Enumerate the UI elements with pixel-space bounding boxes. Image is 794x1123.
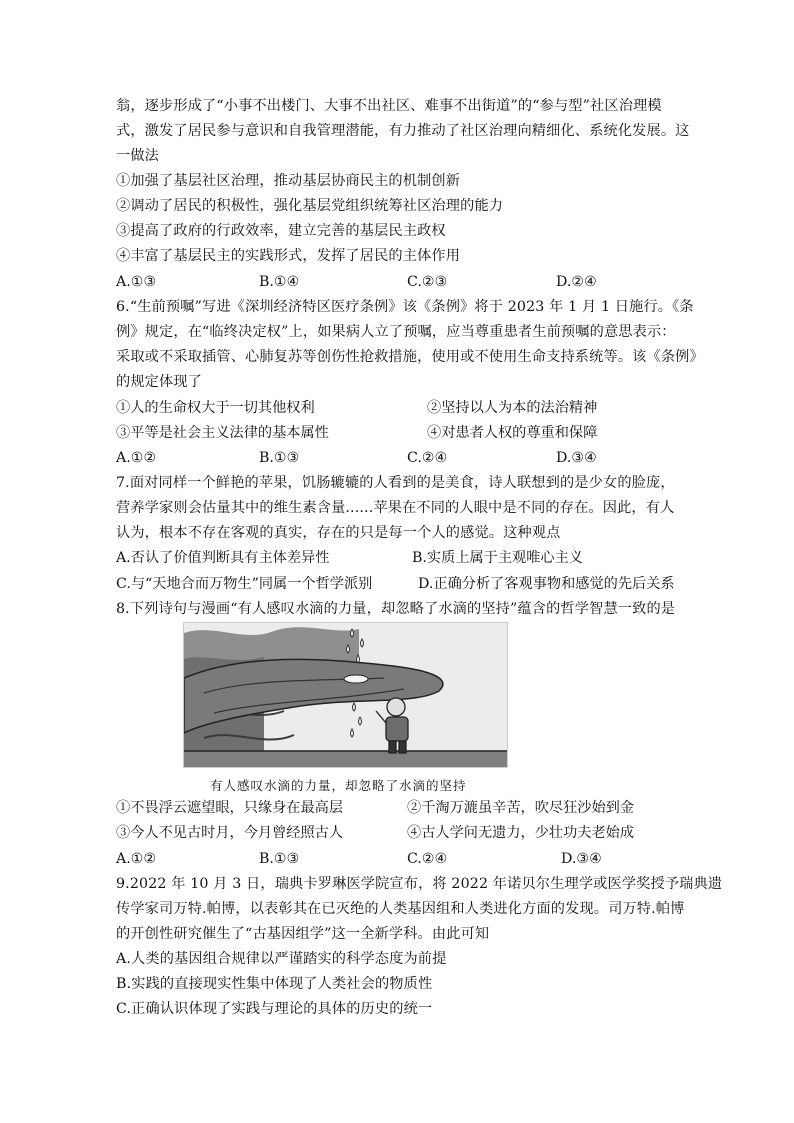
q7-stem-line-1: 7.面对同样一个鲜艳的苹果，饥肠辘辘的人看到的是美食，诗人联想到的是少女的脸庞， (116, 475, 675, 491)
water-drop-cartoon (183, 622, 508, 768)
q8-item-1: ①不畏浮云遮望眼，只缘身在最高层 (116, 800, 344, 816)
q5-stem-line-3: 一做法 (116, 148, 160, 164)
q6-item-3: ③平等是社会主义法律的基本属性 (116, 425, 329, 441)
q9-choice-b: B.实践的直接现实性集中体现了人类社会的物质性 (116, 976, 433, 992)
q7-choice-a: A.否认了价值判断具有主体差异性 (116, 550, 330, 566)
q9-choice-a: A.人类的基因组合规律以严谨踏实的科学态度为前提 (116, 951, 447, 967)
q6-choice-a: A.①② (116, 450, 157, 466)
q8-choice-d: D.③④ (561, 851, 602, 867)
q5-choice-b: B.①④ (259, 274, 300, 290)
q6-choice-b: B.①③ (259, 450, 300, 466)
q5-item-1: ①加强了基层社区治理，推动基层协商民主的机制创新 (116, 173, 461, 189)
q6-choice-d: D.③④ (556, 450, 597, 466)
q8-item-3: ③今人不见古时月，今月曾经照古人 (116, 825, 344, 841)
q5-stem-line-1: 翁，逐步形成了“小事不出楼门、大事不出社区、难事不出街道”的“参与型”社区治理模 (116, 98, 662, 114)
q8-item-2: ②千淘万漉虽辛苦，吹尽狂沙始到金 (407, 800, 635, 816)
q6-stem-line-4: 的规定体现了 (116, 374, 203, 390)
cartoon-illustration (184, 623, 507, 767)
q6-item-2: ②坚持以人为本的法治精神 (427, 400, 598, 416)
q7-choice-d: D.正确分析了客观事物和感觉的先后关系 (418, 576, 675, 592)
q7-choice-b: B.实质上属于主观唯心主义 (412, 550, 583, 566)
q9-stem-line-1: 9.2022 年 10 月 3 日，瑞典卡罗琳医学院宣布，将 2022 年诺贝尔生理学或医学奖授予瑞典遗 (116, 876, 723, 892)
q5-choice-c: C.②③ (407, 274, 448, 290)
q6-item-1: ①人的生命权大于一切其他权利 (116, 400, 315, 416)
q9-stem-line-3: 的开创性研究催生了“古基因组学”这一全新学科。由此可知 (116, 926, 490, 942)
q6-item-4: ④对患者人权的尊重和保障 (427, 425, 598, 441)
q8-choice-c: C.②④ (407, 851, 448, 867)
q8-stem: 8.下列诗句与漫画“有人感叹水滴的力量，却忽略了水滴的坚持”蕴含的哲学智慧一致的是 (116, 601, 676, 617)
q7-stem-line-2: 营养学家则会估量其中的维生素含量......苹果在不同的人眼中是不同的存在。因此，有人 (116, 500, 675, 516)
q5-choice-d: D.②④ (556, 274, 597, 290)
q5-item-4: ④丰富了基层民主的实践形式，发挥了居民的主体作用 (116, 248, 461, 264)
q7-choice-c: C.与“天地合而万物生”同属一个哲学派别 (116, 576, 373, 592)
q8-item-4: ④古人学问无遗力，少壮功夫老始成 (407, 825, 635, 841)
q6-stem-line-2: 例》规定，在“临终决定权”上，如果病人立了预嘱，应当尊重患者生前预嘱的意思表示： (116, 324, 676, 340)
q8-choice-a: A.①② (116, 851, 157, 867)
q5-item-2: ②调动了居民的积极性，强化基层党组织统筹社区治理的能力 (116, 198, 504, 214)
q5-choice-a: A.①③ (116, 274, 157, 290)
q7-stem-line-3: 认为，根本不存在客观的真实，存在的只是每一个人的感觉。这种观点 (116, 525, 561, 541)
cartoon-caption: 有人感叹水滴的力量，却忽略了水滴的坚持 (210, 778, 467, 793)
q9-choice-c: C.正确认识体现了实践与理论的具体的历史的统一 (116, 1001, 433, 1017)
q6-choice-c: C.②④ (407, 450, 448, 466)
q5-stem-line-2: 式，激发了居民参与意识和自我管理潜能，有力推动了社区治理向精细化、系统化发展。这 (116, 123, 690, 139)
q9-stem-line-2: 传学家司万特.帕博，以表彰其在已灭绝的人类基因组和人类进化方面的发现。司万特.帕博 (116, 901, 685, 917)
q6-stem-line-1: 6.“生前预嘱”写进《深圳经济特区医疗条例》该《条例》将于 2023 年 1 月 1 日施行。《条 (116, 299, 694, 315)
q6-stem-line-3: 采取或不采取插管、心肺复苏等创伤性抢救措施，使用或不使用生命支持系统等。该《条例》 (116, 349, 704, 365)
q5-item-3: ③提高了政府的行政效率，建立完善的基层民主政权 (116, 223, 446, 239)
q8-choice-b: B.①③ (259, 851, 300, 867)
